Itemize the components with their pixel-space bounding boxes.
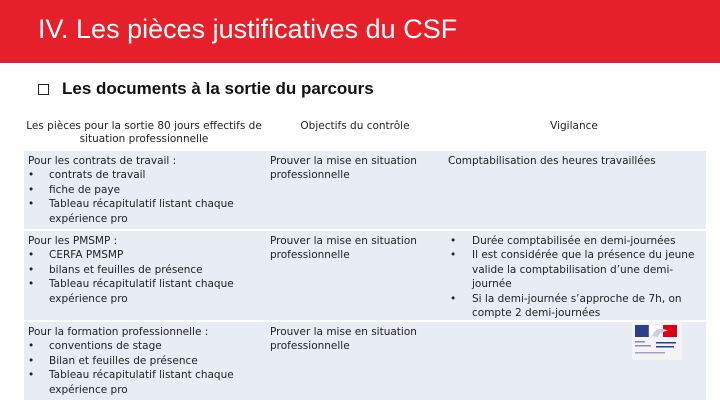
list-item: • fiche de paye — [28, 183, 264, 197]
slide-title: IV. Les pièces justificatives du CSF — [38, 14, 458, 44]
documents-table — [24, 117, 706, 400]
pieces-title: Pour les PMSMP : — [28, 235, 118, 247]
objective-cell: Prouver la mise en situation professionnelle — [270, 155, 417, 182]
list-item: • Tableau récapitulatif listant chaque expérience pro — [28, 368, 264, 397]
republique-francaise-logo-icon — [632, 322, 682, 360]
list-item: • Tableau récapitulatif listant chaque expérience pro — [28, 197, 264, 226]
title-banner — [0, 0, 720, 63]
list-item: • Si la demi-journée s’approche de 7h, on compte 2 demi-journées — [450, 292, 700, 321]
pieces-list — [28, 168, 264, 226]
pieces-title: Pour les contrats de travail : — [28, 155, 177, 167]
pieces-list — [28, 248, 264, 306]
list-item: • Durée comptabilisée en demi-journées — [450, 234, 700, 248]
column-header-pieces: Les pièces pour la sortie 80 jours effectifs de situation professionnelle — [26, 120, 262, 146]
pieces-cell — [24, 231, 264, 320]
column-header-vigilance: Vigilance — [550, 120, 598, 132]
vigilance-cell: Comptabilisation des heures travaillées — [448, 155, 656, 167]
column-header-objectifs: Objectifs du contrôle — [300, 120, 410, 132]
list-item: • CERFA PMSMP — [28, 248, 264, 262]
pieces-title: Pour la formation professionnelle : — [28, 326, 209, 338]
section-heading — [38, 79, 374, 99]
objective-cell: Prouver la mise en situation professionnelle — [270, 235, 417, 262]
section-heading-text: Les documents à la sortie du parcours — [62, 79, 374, 98]
list-item: • Il est considérée que la présence du jeune valide la comptabilisation d’une demi-journée — [450, 248, 700, 291]
pieces-cell — [24, 322, 264, 400]
list-item: • bilans et feuilles de présence — [28, 263, 264, 277]
list-item: • conventions de stage — [28, 339, 264, 353]
checkbox-bullet-icon — [38, 84, 49, 95]
vigilance-list — [448, 234, 700, 321]
table-row — [24, 320, 706, 400]
table-row — [24, 229, 706, 320]
objective-cell: Prouver la mise en situation professionnelle — [270, 326, 417, 353]
pieces-list — [28, 339, 264, 397]
list-item: • contrats de travail — [28, 168, 264, 182]
table-header — [24, 117, 706, 151]
table-row — [24, 151, 706, 229]
pieces-cell — [24, 151, 264, 229]
vigilance-cell — [444, 231, 706, 320]
list-item: • Bilan et feuilles de présence — [28, 354, 264, 368]
list-item: • Tableau récapitulatif listant chaque expérience pro — [28, 277, 264, 306]
